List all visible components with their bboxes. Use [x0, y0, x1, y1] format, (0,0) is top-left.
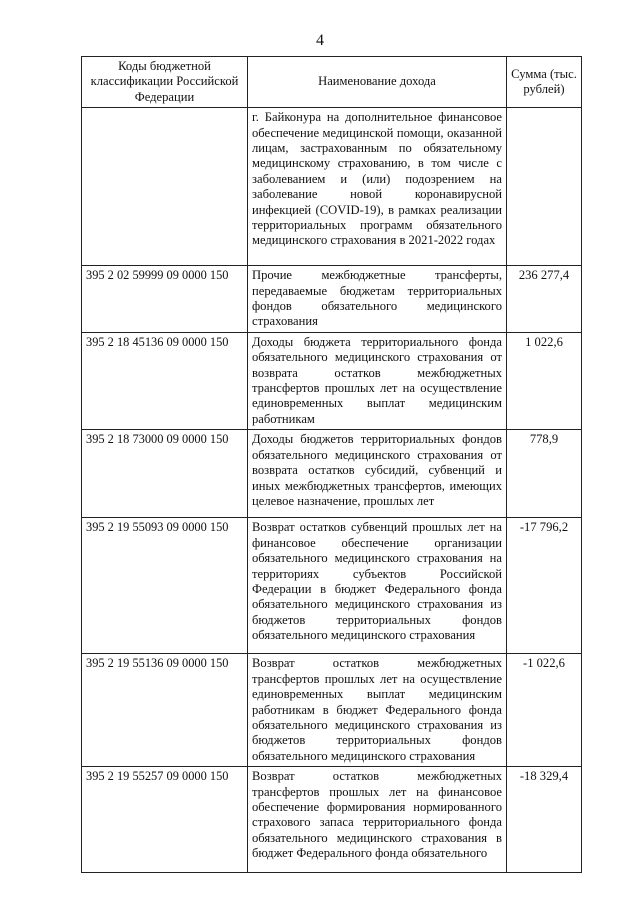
- table-row: [82, 767, 582, 873]
- amount-cell: 1 022,6: [507, 332, 582, 429]
- revenue-name-cell: Прочие межбюджетные трансферты, передаваемые бюджетам территориальных фондов обязательного медицинского страхования: [248, 266, 507, 333]
- budget-code-cell: [82, 108, 248, 266]
- table-row: [82, 108, 582, 266]
- page-number: 4: [316, 32, 324, 49]
- revenue-name-cell: Возврат остатков субвенций прошлых лет на финансовое обеспечение организации обязательного медицинского страхования на территориях субъектов Российской Федерации в бюджет Федерального фонда обязательного медицинского страхования из бюджетов территориальных фондов обязательного медицинского страхования: [248, 518, 507, 654]
- header-budget-codes: Коды бюджетной классификации Российской Федерации: [82, 57, 248, 108]
- revenue-name-cell: Доходы бюджета территориального фонда обязательного медицинского страхования от возврата остатков межбюджетных трансфертов прошлых лет на осуществление единовременных выплат медицинским работникам: [248, 332, 507, 429]
- amount-cell: 778,9: [507, 430, 582, 518]
- table-row: [82, 518, 582, 654]
- revenue-name-cell: Доходы бюджетов территориальных фондов обязательного медицинского страхования от возврата остатков субсидий, субвенций и иных межбюджетных трансфертов, имеющих целевое назначение, прошлых лет: [248, 430, 507, 518]
- budget-code-cell: 395 2 19 55136 09 0000 150: [82, 654, 248, 767]
- budget-code-cell: 395 2 19 55093 09 0000 150: [82, 518, 248, 654]
- table-row: [82, 332, 582, 429]
- amount-cell: -17 796,2: [507, 518, 582, 654]
- table-row: [82, 430, 582, 518]
- amount-cell: 236 277,4: [507, 266, 582, 333]
- header-revenue-name: Наименование дохода: [248, 57, 507, 108]
- revenue-name-cell: Возврат остатков межбюджетных трансфертов прошлых лет на осуществление единовременных выплат медицинским работникам в бюджет Федерального фонда обязательного медицинского страхования из бюджетов территориальных фондов обязательного медицинского страхования: [248, 654, 507, 767]
- revenue-name-cell: г. Байконура на дополнительное финансовое обеспечение медицинской помощи, оказанной лицам, застрахованным по обязательному медицинскому страхованию, в том числе с заболеванием и (или) подозрением на заболевание новой коронавирусной инфекцией (COVID-19), в рамках реализации территориальных программ обязательного медицинского страхования в 2021-2022 годах: [248, 108, 507, 266]
- amount-cell: -1 022,6: [507, 654, 582, 767]
- revenue-table: [81, 56, 582, 873]
- amount-cell: -18 329,4: [507, 767, 582, 873]
- table-row: [82, 266, 582, 333]
- budget-code-cell: 395 2 18 45136 09 0000 150: [82, 332, 248, 429]
- amount-cell: [507, 108, 582, 266]
- budget-code-cell: 395 2 18 73000 09 0000 150: [82, 430, 248, 518]
- header-amount: Сумма (тыс. рублей): [507, 57, 582, 108]
- table-header-row: [82, 57, 582, 108]
- budget-code-cell: 395 2 02 59999 09 0000 150: [82, 266, 248, 333]
- table-row: [82, 654, 582, 767]
- revenue-name-cell: Возврат остатков межбюджетных трансфертов прошлых лет на финансовое обеспечение формирования нормированного страхового запаса территориального фонда обязательного медицинского страхования в бюджет Федерального фонда обязательного: [248, 767, 507, 873]
- budget-code-cell: 395 2 19 55257 09 0000 150: [82, 767, 248, 873]
